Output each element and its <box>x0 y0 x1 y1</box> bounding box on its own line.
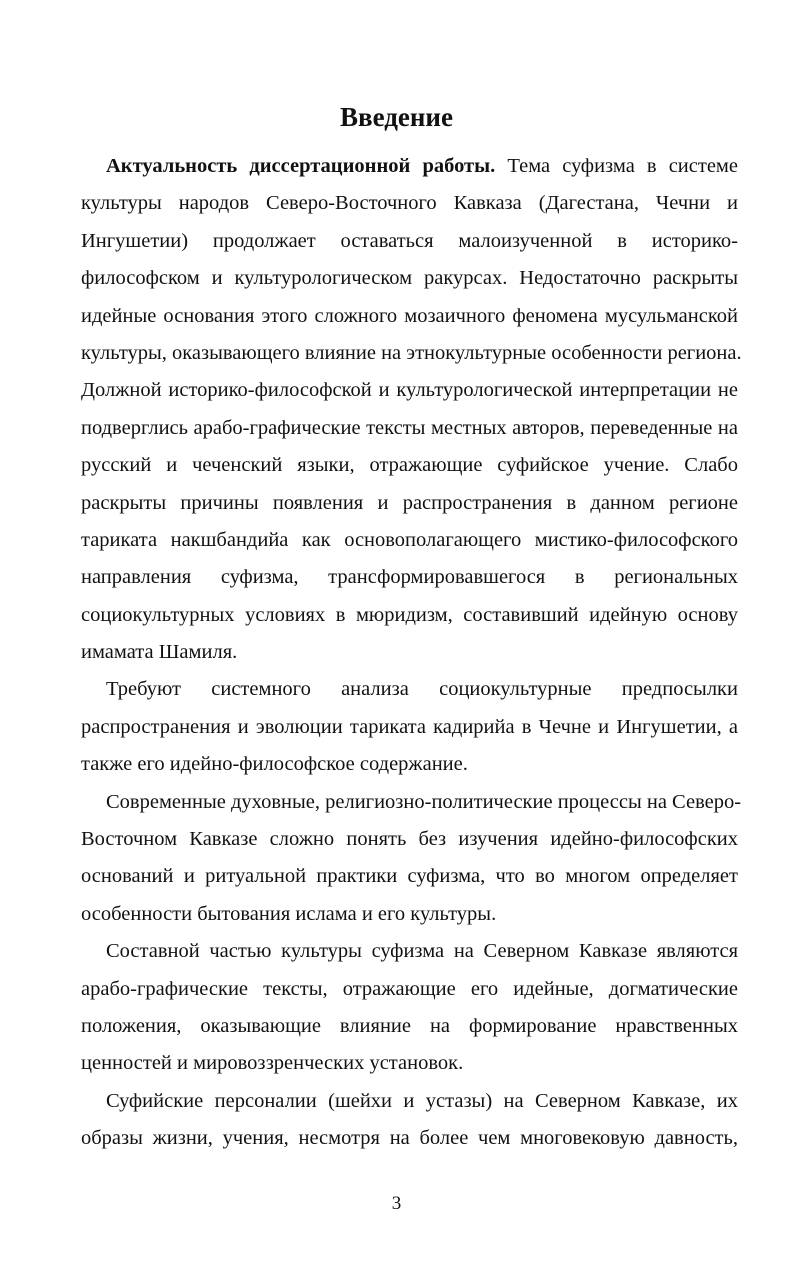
text-line: ценностей и мировоззренческих установок. <box>81 1052 464 1075</box>
text-line: идейные основания этого сложного мозаичного феномена мусульманской <box>81 304 738 327</box>
paragraph <box>81 784 742 934</box>
text-line: Ингушетии) продолжает оставаться малоизученной в историко- <box>81 229 738 252</box>
paragraph <box>81 1083 738 1158</box>
text-line: положения, оказывающие влияние на формирование нравственных <box>81 1014 738 1037</box>
text-line: особенности бытования ислама и его культуры. <box>81 902 497 925</box>
paragraph <box>81 671 738 783</box>
line-text: Тема суфизма в системе <box>495 155 738 177</box>
lead-bold-heading: Актуальность диссертационной работы. <box>106 155 496 177</box>
text-line: образы жизни, учения, несмотря на более чем многовековую давность, <box>81 1127 738 1150</box>
text-line: русский и чеченский языки, отражающие суфийское учение. Слабо <box>81 454 738 477</box>
text-line: арабо-графические тексты, отражающие его идейные, догматические <box>81 977 738 1000</box>
text-line: Современные духовные, религиозно-политические процессы на Северо- <box>106 790 742 813</box>
text-line: Требуют системного анализа социокультурные предпосылки <box>106 678 738 701</box>
text-line: тариката накшбандийа как основополагающего мистико-философского <box>81 528 738 551</box>
text-line: оснований и ритуальной практики суфизма, что во многом определяет <box>81 865 738 888</box>
text-line: раскрыты причины появления и распространения в данном регионе <box>81 491 738 514</box>
text-line: культуры, оказывающего влияние на этнокультурные особенности региона. <box>81 341 742 364</box>
text-line <box>81 148 738 185</box>
text-line: социокультурных условиях в мюридизм, составивший идейную основу <box>81 603 738 626</box>
paragraph <box>81 933 738 1083</box>
text-line: направления суфизма, трансформировавшегося в региональных <box>81 566 738 589</box>
text-line: подверглись арабо-графические тексты местных авторов, переведенные на <box>81 416 738 439</box>
page-number: 3 <box>391 1193 402 1214</box>
text-line: Суфийские персоналии (шейхи и устазы) на Северном Кавказе, их <box>106 1089 738 1112</box>
paragraph <box>81 148 742 671</box>
text-line: культуры народов Северо-Восточного Кавказа (Дагестана, Чечни и <box>81 192 738 215</box>
text-line: философском и культурологическом ракурсах. Недостаточно раскрыты <box>81 267 738 290</box>
body-text <box>81 148 742 1158</box>
text-line: Составной частью культуры суфизма на Северном Кавказе являются <box>106 940 738 963</box>
text-line: распространения и эволюции тариката кадирийа в Чечне и Ингушетии, а <box>81 715 738 738</box>
text-line: Должной историко-философской и культурологической интерпретации не <box>81 379 738 402</box>
text-line: также его идейно-философское содержание. <box>81 753 468 776</box>
text-line: Восточном Кавказе сложно понять без изучения идейно-философских <box>81 828 738 851</box>
page-title: Введение <box>340 102 453 133</box>
text-line: имамата Шамиля. <box>81 641 238 664</box>
